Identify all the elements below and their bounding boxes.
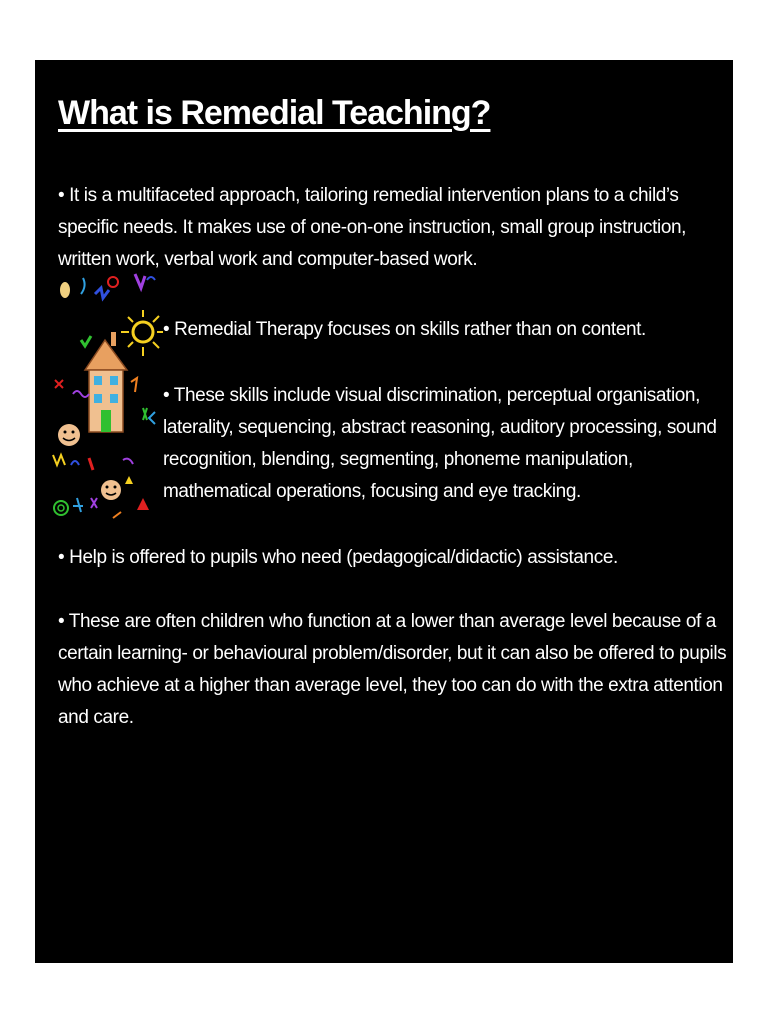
paragraph-skills-focus: • Remedial Therapy focuses on skills rather than on content. [163,319,646,340]
children-clipart-icon [43,270,163,540]
paragraph-help-offered: • Help is offered to pupils who need (pedagogical/didactic) assistance. [58,547,618,568]
paragraph-multifaceted: • It is a multifaceted approach, tailoring remedial intervention plans to a child’s specific needs. It makes use of one-on-one instruction, small group instruction, written work, verbal work and computer-based work. [58,185,687,270]
slide-title: What is Remedial Teaching? [58,94,491,132]
paragraph-children-levels: • These are often children who function at a lower than average level because of a certain learning- or behavioural problem/disorder, but it can also be offered to pupils who achieve at a higher than average level, they too can do with the extra attention and care. [58,611,727,728]
slide [35,60,733,963]
paragraph-skills-list: • These skills include visual discrimination, perceptual organisation, laterality, sequencing, abstract reasoning, auditory processing, sound recognition, blending, segmenting, phoneme manipulation, mathematical operations, focusing and eye tracking. [163,385,717,502]
